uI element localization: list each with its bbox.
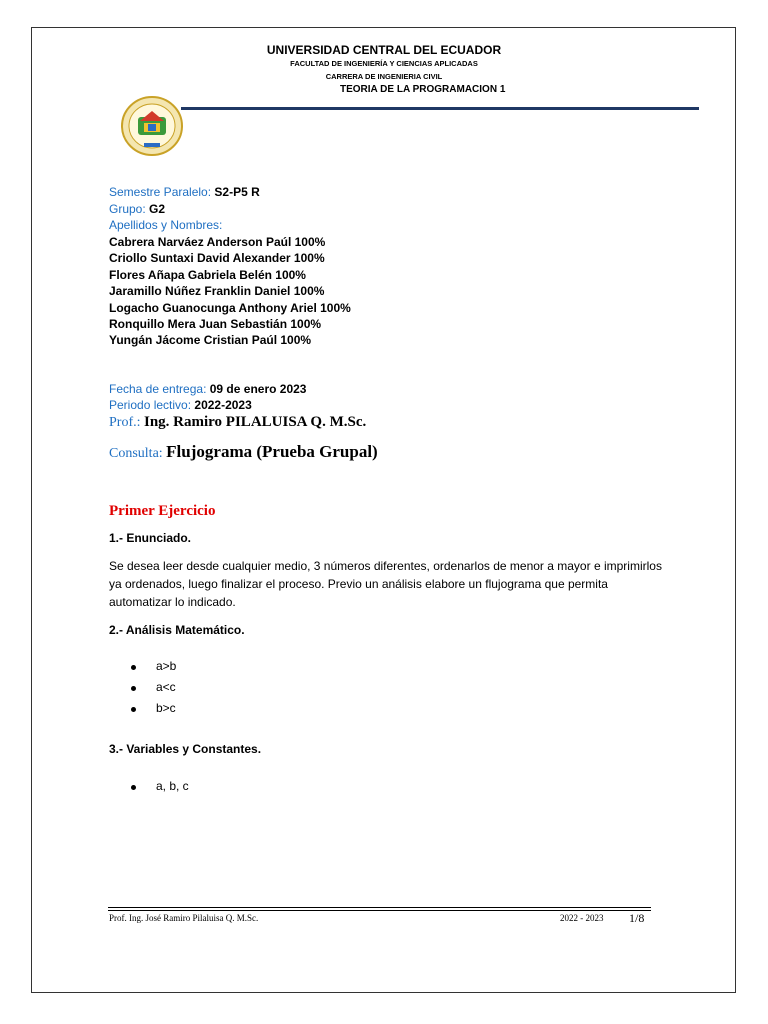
semester-line (109, 185, 260, 199)
consulta-value: Flujograma (Prueba Grupal) (166, 442, 378, 461)
member-name: Yungán Jácome Cristian Paúl 100% (109, 333, 312, 347)
member-name: Jaramillo Núñez Franklin Daniel 100% (109, 284, 325, 298)
professor-value: Ing. Ramiro PILALUISA Q. M.Sc. (144, 414, 367, 430)
footer-rule (108, 907, 651, 908)
bullet-icon (131, 686, 136, 691)
date-line (109, 382, 306, 396)
variables-heading: 3.- Variables y Constantes. (109, 742, 262, 756)
section-title: Primer Ejercicio (109, 503, 216, 519)
professor-line (109, 414, 366, 431)
analisis-heading: 2.- Análisis Matemático. (109, 623, 245, 637)
bullet-icon (131, 707, 136, 712)
bullet-icon (131, 665, 136, 670)
member-name: Criollo Suntaxi David Alexander 100% (109, 251, 325, 265)
member-name: Ronquillo Mera Juan Sebastián 100% (109, 317, 322, 331)
footer-author: Prof. Ing. José Ramiro Pilaluisa Q. M.Sc. (109, 913, 259, 923)
consulta-label: Consulta: (109, 446, 163, 461)
list-item-text: a, b, c (156, 779, 189, 793)
group-value: G2 (149, 202, 166, 216)
professor-label: Prof.: (109, 415, 141, 430)
consulta-line (109, 442, 378, 462)
career-title: CARRERA DE INGENIERIA CIVIL (325, 72, 443, 81)
list-item-text: a<c (156, 680, 176, 694)
footer-rule (108, 910, 651, 911)
semester-value: S2-P5 R (214, 185, 260, 199)
member-name: Logacho Guanocunga Anthony Ariel 100% (109, 301, 351, 315)
date-label: Fecha de entrega: (109, 382, 207, 396)
university-title: UNIVERSIDAD CENTRAL DEL ECUADOR (266, 43, 502, 57)
period-line (109, 398, 252, 412)
header-rule (181, 107, 699, 110)
group-line (109, 202, 165, 216)
member-name: Flores Añapa Gabriela Belén 100% (109, 268, 306, 282)
member-name: Cabrera Narváez Anderson Paúl 100% (109, 235, 326, 249)
enunciado-heading: 1.- Enunciado. (109, 531, 192, 545)
list-item-text: b>c (156, 701, 176, 715)
semester-label: Semestre Paralelo: (109, 185, 212, 199)
period-value: 2022-2023 (194, 398, 252, 412)
faculty-title: FACULTAD DE INGENIERÍA Y CIENCIAS APLICADAS (290, 59, 478, 68)
period-label: Periodo lectivo: (109, 398, 192, 412)
footer-year: 2022 - 2023 (560, 913, 604, 923)
course-title: TEORIA DE LA PROGRAMACION 1 (340, 84, 506, 95)
page-number: 1/8 (629, 911, 645, 925)
date-value: 09 de enero 2023 (209, 382, 307, 396)
group-label: Grupo: (109, 202, 146, 216)
bullet-icon (131, 785, 136, 790)
list-item-text: a>b (156, 659, 177, 673)
names-label: Apellidos y Nombres: (109, 218, 223, 232)
enunciado-text: Se desea leer desde cualquier medio, 3 números diferentes, ordenarlos de menor a mayor e imprimirlos ya ordenados, luego finalizar el proceso. Previo un análisis elabore un flujograma que permita automatizar lo indicado. (109, 559, 662, 609)
university-seal-icon (120, 95, 184, 157)
